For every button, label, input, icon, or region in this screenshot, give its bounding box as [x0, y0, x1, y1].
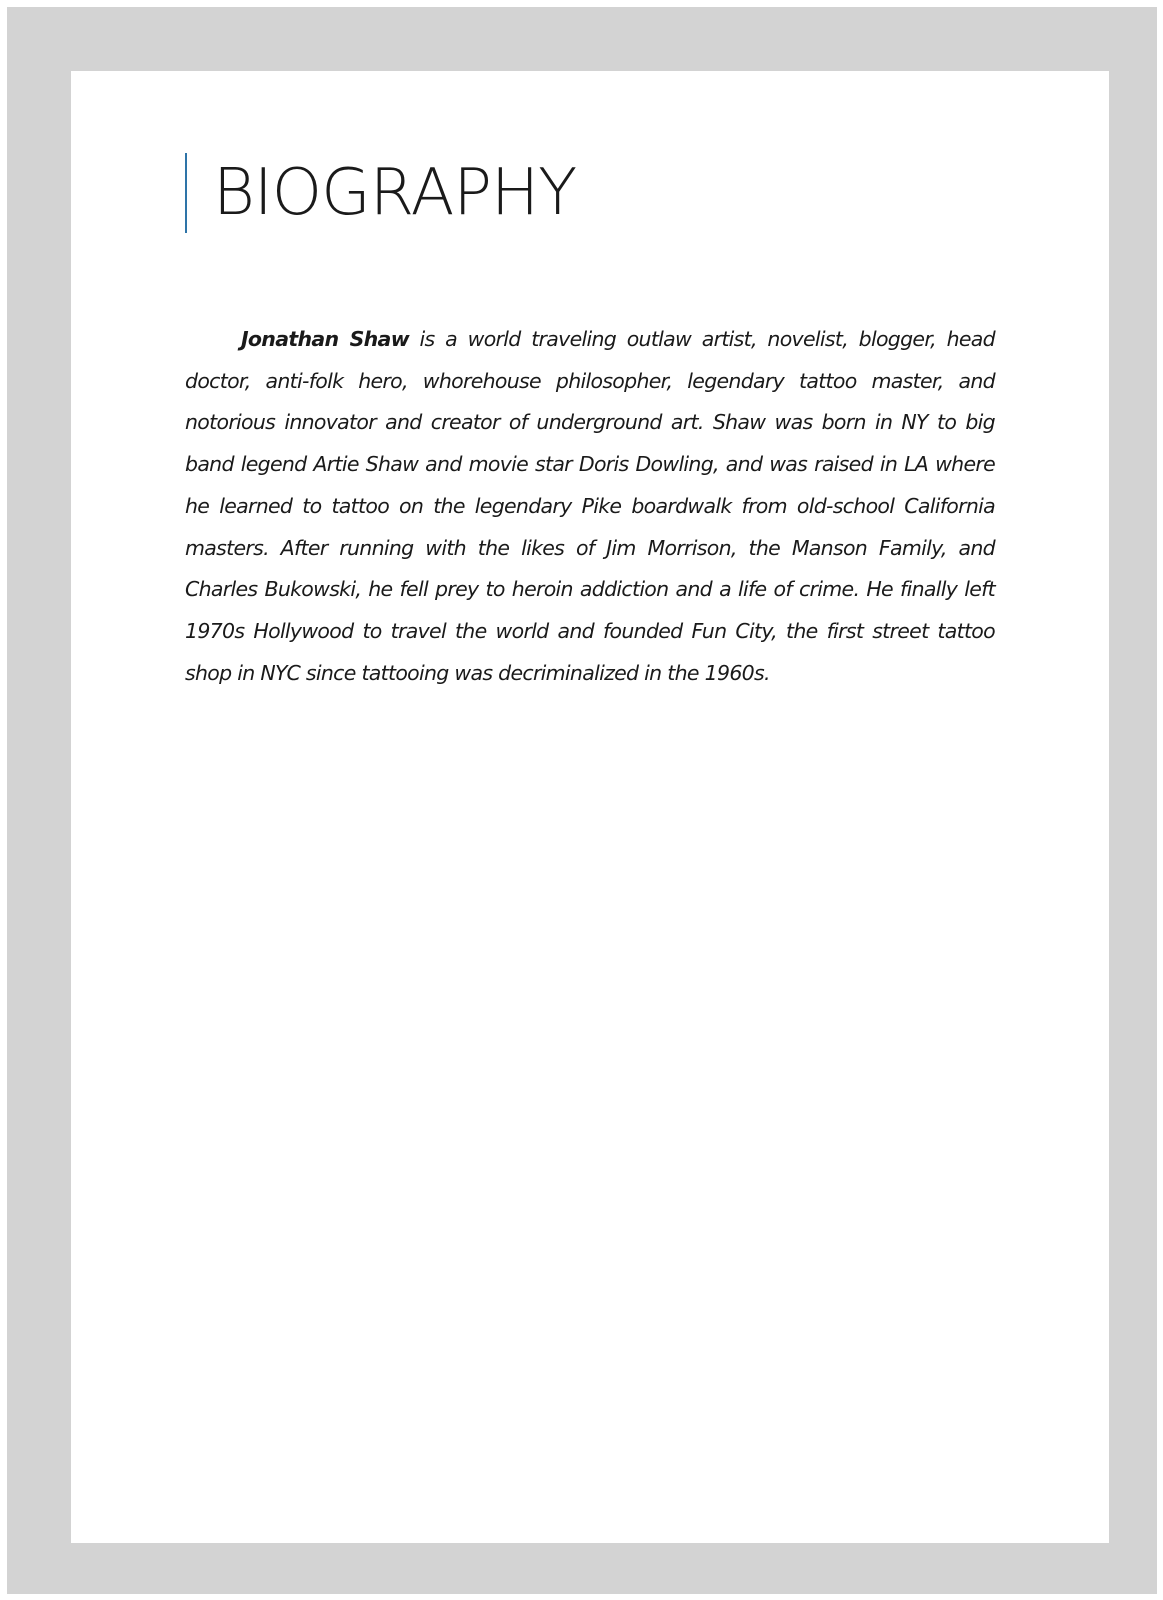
- document-page: [71, 71, 1109, 1543]
- title-accent-bar: [185, 153, 187, 233]
- page-title: BIOGRAPHY: [213, 156, 577, 230]
- bio-body-text: is a world traveling outlaw artist, novelist, blogger, head doctor, anti-folk hero, whorehouse philosopher, legendary tattoo master, and notorious innovator and creator of underground art. Shaw was born in NY to big band legend Artie Shaw and movie star Doris Dowling, and was raised in LA where he learned to tattoo on the legendary Pike boardwalk from old-school California masters. After running with the likes of Jim Morrison, the Manson Family, and Charles Bukowski, he fell prey to heroin addiction and a life of crime. He finally left 1970s Hollywood to travel the world and founded Fun City, the first street tattoo shop in NYC since tattooing was decriminalized in the 1960s.: [185, 327, 995, 685]
- biography-paragraph: [185, 319, 995, 694]
- page-frame: [7, 7, 1157, 1594]
- bio-lead-name: Jonathan Shaw: [241, 327, 409, 351]
